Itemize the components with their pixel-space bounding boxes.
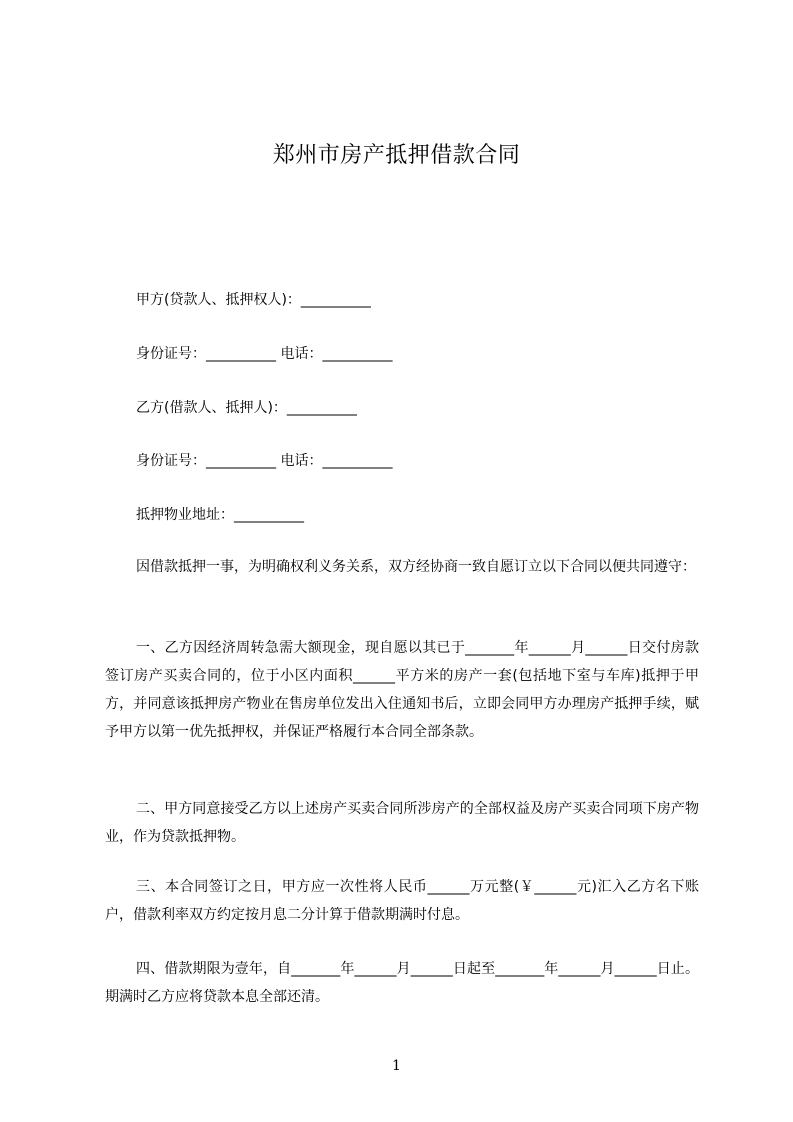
party-b-id-phone-field: 身份证号：__________ 电话：__________ [136,453,393,469]
party-b-field: 乙方(借款人、抵押人)：__________ [136,400,357,416]
page-number: 1 [392,1058,401,1074]
clause-one-paragraph: 一、乙方因经济周转急需大额现金，现自愿以其已于_______年______月______日交付房款签订房产买卖合同的，位于小区内面积______平方米的房产一套(包括地下室与车库)抵押于甲方，并同意该抵押房产物业在售房单位发出入住通知书后，立即会同甲方办理房产抵押手续，赋予甲方以第一优先抵押权，并保证严格履行本合同全部条款。 [105,640,699,740]
party-a-id-phone-field: 身份证号：__________ 电话：__________ [136,346,393,362]
document-title: 郑州市房产抵押借款合同 [272,143,521,168]
clause-four-paragraph: 四、借款期限为壹年，自_______年______月______日起至_______年______月______日止。期满时乙方应将贷款本息全部还清。 [105,961,699,1005]
party-a-field: 甲方(贷款人、抵押权人)：__________ [136,292,371,308]
preamble-paragraph: 因借款抵押一事，为明确权利义务关系，双方经协商一致自愿订立以下合同以便共同遵守： [136,559,696,575]
clause-three-paragraph: 三、本合同签订之日，甲方应一次性将人民币______万元整(￥______元)汇入乙方名下账户，借款利率双方约定按月息二分计算于借款期满时付息。 [105,879,699,923]
clause-two-paragraph: 二、甲方同意接受乙方以上述房产买卖合同所涉房产的全部权益及房产买卖合同项下房产物业，作为贷款抵押物。 [105,801,699,845]
property-address-field: 抵押物业地址：__________ [136,507,304,523]
